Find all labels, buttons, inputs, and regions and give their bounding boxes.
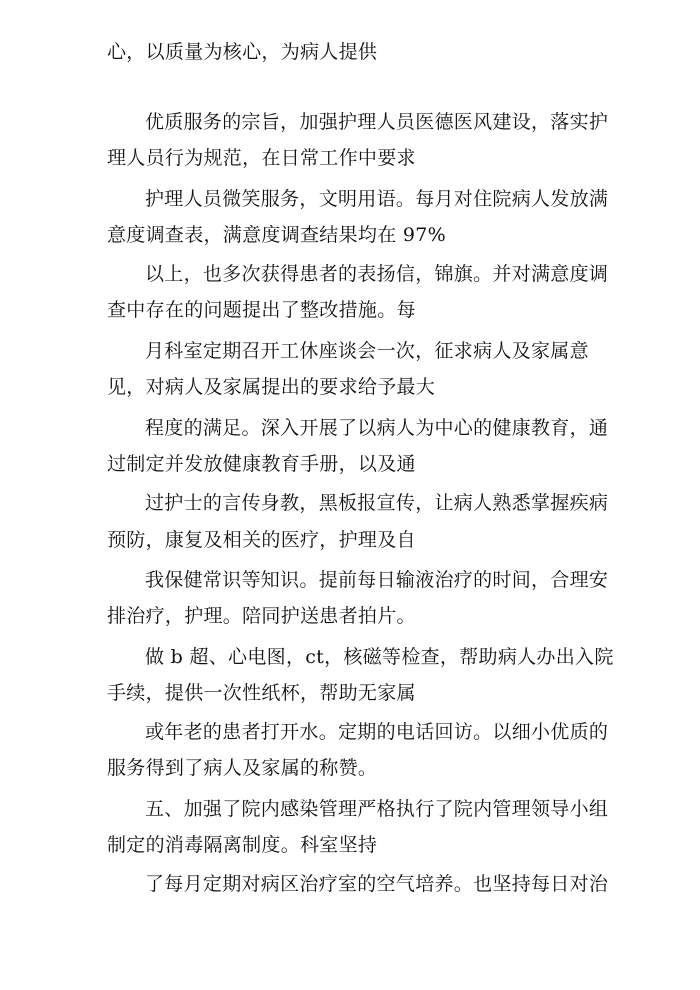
text-line: 查中存在的问题提出了整改措施。每 — [107, 299, 416, 321]
text-line: 服务得到了病人及家属的称赞。 — [107, 757, 378, 779]
text-line: 过护士的言传身教，黑板报宣传，让病人熟悉掌握疾病 — [145, 492, 609, 514]
text-line: 心，以质量为核心，为病人提供 — [107, 41, 378, 63]
text-line: 意度调查表，满意度调查结果均在 97% — [107, 224, 446, 246]
text-line: 优质服务的宗旨，加强护理人员医德医风建设，落实护 — [145, 111, 609, 133]
text-line: 以上，也多次获得患者的表扬信，锦旗。并对满意度调 — [145, 263, 609, 285]
text-line: 月科室定期召开工休座谈会一次，征求病人及家属意 — [145, 340, 589, 362]
text-line: 过制定并发放健康教育手册，以及通 — [107, 453, 416, 475]
text-line: 排治疗，护理。陪同护送患者拍片。 — [107, 605, 416, 627]
text-line: 程度的满足。深入开展了以病人为中心的健康教育，通 — [145, 417, 609, 439]
text-line: 见，对病人及家属提出的要求给予最大 — [107, 376, 436, 398]
text-line: 护理人员微笑服务，文明用语。每月对住院病人发放满 — [145, 188, 609, 210]
text-line: 了每月定期对病区治疗室的空气培养。也坚持每日对治 — [145, 873, 609, 895]
text-line: 手续，提供一次性纸杯，帮助无家属 — [107, 682, 416, 704]
text-line: 我保健常识等知识。提前每日输液治疗的时间，合理安 — [145, 569, 609, 591]
text-line: 或年老的患者打开水。定期的电话回访。以细小优质的 — [145, 721, 609, 743]
text-line: 预防，康复及相关的医疗，护理及自 — [107, 529, 416, 551]
text-line: 五、加强了院内感染管理严格执行了院内管理领导小组 — [145, 798, 609, 820]
text-line: 做 b 超、心电图，ct，核磁等检查，帮助病人办出入院 — [145, 646, 614, 668]
text-line: 理人员行为规范，在日常工作中要求 — [107, 147, 416, 169]
text-line: 制定的消毒隔离制度。科室坚持 — [107, 834, 378, 856]
